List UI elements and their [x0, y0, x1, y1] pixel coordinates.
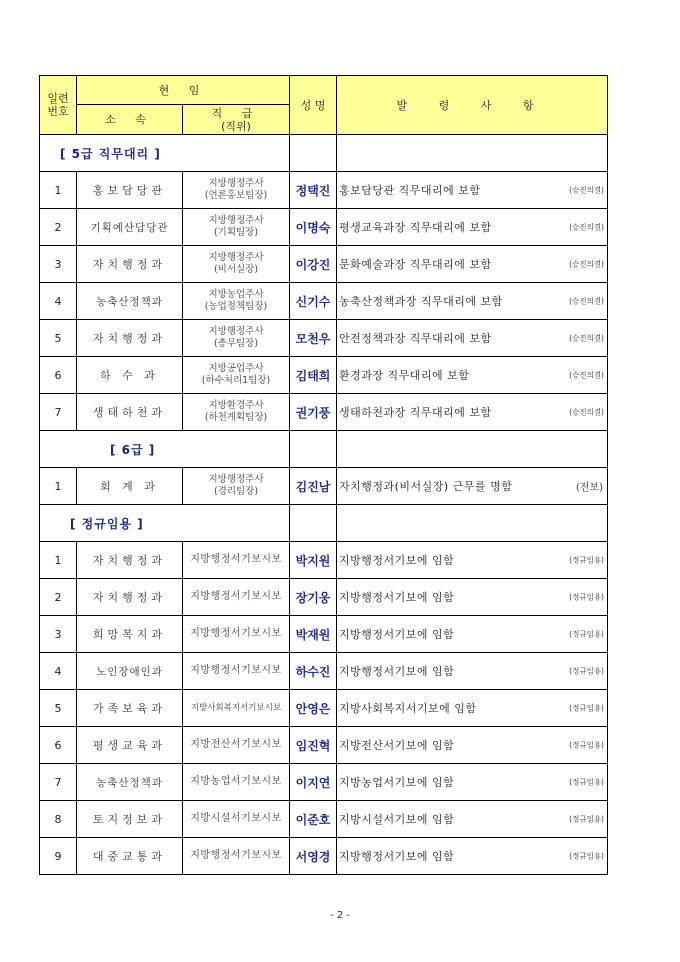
row-rank-title: 지방행정주사 — [208, 215, 264, 226]
row-rank: 지방농업서기보시보 — [183, 764, 290, 801]
row-number: 3 — [40, 616, 77, 653]
row-number: 1 — [40, 468, 77, 505]
row-number: 8 — [40, 801, 77, 838]
section-label: [ 정규임용 ] — [40, 505, 290, 542]
row-name: 하수진 — [290, 653, 337, 690]
row-order-note: (정규임용) — [569, 777, 604, 787]
row-rank — [183, 246, 290, 283]
row-department: 가족보육과 — [77, 690, 183, 727]
row-order-note: (전보) — [575, 482, 603, 494]
row-name: 이명숙 — [290, 209, 337, 246]
row-order-note: (정규임용) — [569, 851, 604, 861]
row-rank — [183, 357, 290, 394]
header-affiliation: 소 속 — [77, 105, 183, 135]
row-department: 자치행정과 — [77, 246, 183, 283]
row-order — [337, 727, 608, 764]
row-order-note: (승진의결) — [569, 185, 604, 195]
row-department: 자치행정과 — [77, 320, 183, 357]
row-number: 2 — [40, 579, 77, 616]
table-row — [40, 246, 608, 283]
table-row — [40, 394, 608, 431]
row-order — [337, 838, 608, 875]
row-order — [337, 172, 608, 209]
table-row — [40, 653, 608, 690]
row-department: 회 계 과 — [77, 468, 183, 505]
row-department: 희망복지과 — [77, 616, 183, 653]
row-department: 하 수 과 — [77, 357, 183, 394]
row-name: 권기풍 — [290, 394, 337, 431]
row-rank: 지방행정서기보시보 — [183, 579, 290, 616]
row-rank — [183, 283, 290, 320]
row-order-text: 평생교육과장 직무대리에 보함 — [339, 221, 492, 234]
table-row — [40, 690, 608, 727]
row-rank-position: (총무팀장) — [213, 338, 259, 349]
row-number: 7 — [40, 394, 77, 431]
row-number: 5 — [40, 320, 77, 357]
row-name: 이지연 — [290, 764, 337, 801]
row-name: 김태희 — [290, 357, 337, 394]
section-empty-name — [290, 431, 337, 468]
row-order-note: (정규임용) — [569, 740, 604, 750]
table-row — [40, 172, 608, 209]
row-department: 토지정보과 — [77, 801, 183, 838]
row-order-note: (승진의결) — [569, 370, 604, 380]
row-name: 임진혁 — [290, 727, 337, 764]
section-row — [40, 135, 608, 172]
row-rank-title: 지방행정주사 — [208, 252, 264, 263]
row-number: 1 — [40, 542, 77, 579]
row-rank-title: 지방공업주사 — [208, 363, 264, 374]
row-order-text: 자치행정과(비서실장) 근무를 명함 — [339, 480, 513, 493]
table-row — [40, 320, 608, 357]
row-order — [337, 320, 608, 357]
row-department: 자치행정과 — [77, 579, 183, 616]
row-order-text: 생태하천과장 직무대리에 보함 — [339, 406, 492, 419]
row-number: 6 — [40, 357, 77, 394]
header-rank-sub: (직위) — [221, 119, 251, 133]
row-number: 4 — [40, 653, 77, 690]
section-label: [ 6급 ] — [40, 431, 290, 468]
row-order-note: (승진의결) — [569, 407, 604, 417]
row-rank-title: 지방환경주사 — [208, 400, 264, 411]
row-rank: 지방행정서기보시보 — [183, 542, 290, 579]
row-order-text: 지방행정서기보에 임함 — [339, 554, 455, 567]
section-row — [40, 505, 608, 542]
row-number: 5 — [40, 690, 77, 727]
row-rank-title: 지방행정주사 — [208, 326, 264, 337]
table-row — [40, 468, 608, 505]
row-rank — [183, 172, 290, 209]
row-rank-position: (경리팀장) — [213, 486, 259, 497]
row-order-note: (정규임용) — [569, 814, 604, 824]
row-number: 2 — [40, 209, 77, 246]
section-empty-name — [290, 505, 337, 542]
row-number: 3 — [40, 246, 77, 283]
row-order-text: 문화예술과장 직무대리에 보함 — [339, 258, 492, 271]
header-rank-main: 직 급 — [211, 106, 261, 120]
row-order-text: 홍보담당관 직무대리에 보함 — [339, 184, 481, 197]
row-rank — [183, 468, 290, 505]
row-rank: 지방행정서기보시보 — [183, 616, 290, 653]
row-rank — [183, 394, 290, 431]
table-row — [40, 727, 608, 764]
row-rank-position: (언론홍보팀장) — [204, 190, 268, 201]
row-rank-position: (하수처리1팀장) — [201, 375, 271, 386]
section-empty-order — [337, 135, 608, 172]
row-order — [337, 801, 608, 838]
row-number: 9 — [40, 838, 77, 875]
personnel-order-table — [39, 75, 608, 875]
row-order-text: 지방농업서기보에 임함 — [339, 776, 455, 789]
row-order — [337, 209, 608, 246]
row-rank — [183, 209, 290, 246]
row-rank-title: 지방농업주사 — [208, 289, 264, 300]
row-order — [337, 764, 608, 801]
page-number: - 2 - — [330, 910, 350, 921]
row-department: 자치행정과 — [77, 542, 183, 579]
row-order-text: 환경과장 직무대리에 보함 — [339, 369, 470, 382]
row-rank: 지방사회복지서기보시보 — [183, 690, 290, 727]
table-row — [40, 283, 608, 320]
row-order — [337, 394, 608, 431]
row-order — [337, 653, 608, 690]
header-serial: 일련 번호 — [40, 76, 77, 135]
header-name: 성 명 — [290, 76, 337, 135]
row-order-text: 지방행정서기보에 임함 — [339, 665, 455, 678]
row-department: 평생교육과 — [77, 727, 183, 764]
row-order — [337, 579, 608, 616]
row-rank-position: (기획팀장) — [213, 227, 259, 238]
table-row — [40, 209, 608, 246]
row-order-note: (승진의결) — [569, 296, 604, 306]
row-order-note: (승진의결) — [569, 259, 604, 269]
row-rank: 지방행정서기보시보 — [183, 653, 290, 690]
table-row — [40, 542, 608, 579]
row-department: 기획예산담당관 — [77, 209, 183, 246]
row-order-text: 지방사회복지서기보에 임함 — [339, 702, 477, 715]
row-name: 장기웅 — [290, 579, 337, 616]
row-order-text: 지방행정서기보에 임함 — [339, 628, 455, 641]
row-order — [337, 283, 608, 320]
row-name: 김진남 — [290, 468, 337, 505]
row-order — [337, 542, 608, 579]
header-current: 현 임 — [77, 76, 290, 105]
row-name: 안영은 — [290, 690, 337, 727]
row-order-note: (승진의결) — [569, 333, 604, 343]
table-row — [40, 357, 608, 394]
table-row — [40, 579, 608, 616]
row-department: 농축산정책과 — [77, 283, 183, 320]
section-label: [ 5급 직무대리 ] — [40, 135, 290, 172]
row-order-text: 지방행정서기보에 임함 — [339, 591, 455, 604]
row-department: 홍보담당관 — [77, 172, 183, 209]
row-order-note: (승진의결) — [569, 222, 604, 232]
section-empty-order — [337, 431, 608, 468]
row-order-text: 지방시설서기보에 임함 — [339, 813, 455, 826]
row-order-text: 농축산정책과장 직무대리에 보함 — [339, 295, 503, 308]
row-rank-position: (하천계획팀장) — [204, 412, 268, 423]
section-row — [40, 431, 608, 468]
row-department: 생태하천과 — [77, 394, 183, 431]
row-name: 서영경 — [290, 838, 337, 875]
row-order — [337, 468, 608, 505]
row-name: 모천우 — [290, 320, 337, 357]
section-empty-order — [337, 505, 608, 542]
row-number: 4 — [40, 283, 77, 320]
table-row — [40, 801, 608, 838]
row-order-note: (정규임용) — [569, 555, 604, 565]
row-department: 노인장애인과 — [77, 653, 183, 690]
row-name: 이준호 — [290, 801, 337, 838]
row-rank — [183, 320, 290, 357]
row-order-note: (정규임용) — [569, 703, 604, 713]
row-number: 1 — [40, 172, 77, 209]
row-name: 정택진 — [290, 172, 337, 209]
header-order: 발 령 사 항 — [337, 76, 608, 135]
row-order-text: 지방전산서기보에 임함 — [339, 739, 455, 752]
section-empty-name — [290, 135, 337, 172]
row-name: 박지원 — [290, 542, 337, 579]
table-row — [40, 764, 608, 801]
row-rank: 지방행정서기보시보 — [183, 838, 290, 875]
row-department: 대중교통과 — [77, 838, 183, 875]
row-order-text: 지방행정서기보에 임함 — [339, 850, 455, 863]
row-number: 6 — [40, 727, 77, 764]
row-order — [337, 357, 608, 394]
row-order-note: (정규임용) — [569, 629, 604, 639]
row-name: 이강진 — [290, 246, 337, 283]
row-order-note: (정규임용) — [569, 592, 604, 602]
table-row — [40, 616, 608, 653]
row-rank-title: 지방행정주사 — [208, 474, 264, 485]
row-order — [337, 690, 608, 727]
row-rank-position: (농업정책팀장) — [204, 301, 268, 312]
row-rank: 지방시설서기보시보 — [183, 801, 290, 838]
row-order-note: (정규임용) — [569, 666, 604, 676]
row-rank-title: 지방행정주사 — [208, 178, 264, 189]
row-rank: 지방전산서기보시보 — [183, 727, 290, 764]
row-order — [337, 246, 608, 283]
row-name: 박재원 — [290, 616, 337, 653]
row-number: 7 — [40, 764, 77, 801]
header-rank — [183, 105, 290, 135]
row-department: 농축산정책과 — [77, 764, 183, 801]
row-order — [337, 616, 608, 653]
row-order-text: 안전정책과장 직무대리에 보함 — [339, 332, 492, 345]
row-rank-position: (비서실장) — [213, 264, 259, 275]
table-row — [40, 838, 608, 875]
row-name: 신기수 — [290, 283, 337, 320]
